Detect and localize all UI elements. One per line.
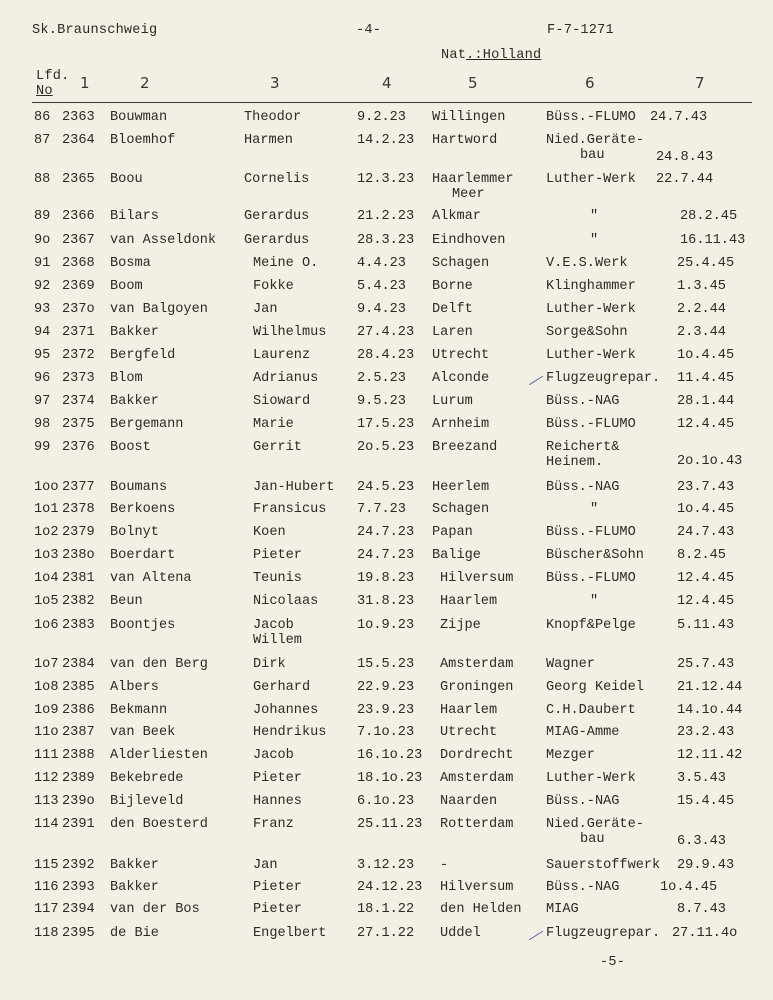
birthdate-cell: 21.2.23 (357, 209, 415, 224)
employer-cell: " (590, 502, 599, 517)
firstname-cell: Sioward (253, 394, 311, 409)
register-number-cell: 2393 (62, 880, 95, 895)
lfd-number-cell: 114 (34, 817, 59, 832)
date-cell: 28.1.44 (677, 394, 735, 409)
birthplace-cell: den Helden (440, 902, 522, 917)
register-number-cell: 2372 (62, 348, 95, 363)
employer-cell: " (590, 594, 599, 609)
date-cell: 2.3.44 (677, 325, 726, 340)
employer-cell: Büss.-FLUMO (546, 525, 636, 540)
birthplace-cell: Laren (432, 325, 473, 340)
surname-cell: Bloemhof (110, 133, 176, 148)
birthdate-cell: 7.7.23 (357, 502, 406, 517)
surname-cell: van Balgoyen (110, 302, 208, 317)
date-cell: 8.2.45 (677, 548, 726, 563)
employer-cell: Reichert& (546, 440, 620, 455)
employer-cell: Büss.-NAG (546, 794, 620, 809)
nationality-line (441, 48, 541, 64)
birthplace-cell: Utrecht (432, 348, 490, 363)
birthplace-cell: Borne (432, 279, 473, 294)
birthplace-cell: Uddel (440, 926, 481, 941)
firstname-cell: Fokke (253, 279, 294, 294)
birthplace-cell: Naarden (440, 794, 498, 809)
birthplace-cell: Hartword (432, 133, 498, 148)
birthplace-cell: Zijpe (440, 618, 481, 633)
firstname-cell: Theodor (244, 110, 302, 125)
employer-cell: Wagner (546, 657, 595, 672)
lfd-number-cell: 116 (34, 880, 59, 895)
birthdate-cell: 9.4.23 (357, 302, 406, 317)
surname-cell: Bosma (110, 256, 151, 271)
lfd-number-cell: 1o4 (34, 571, 59, 586)
date-cell: 21.12.44 (677, 680, 743, 695)
employer-cell: Büss.-FLUMO (546, 571, 636, 586)
firstname-cell: Laurenz (253, 348, 311, 363)
lfd-number-cell: 86 (34, 110, 51, 125)
birthdate-cell: 9.5.23 (357, 394, 406, 409)
register-number-cell: 2377 (62, 480, 95, 495)
column-number: 6 (585, 74, 595, 92)
lfd-number-cell: 91 (34, 256, 51, 271)
birthdate-cell: 24.7.23 (357, 525, 415, 540)
date-cell: 5.11.43 (677, 618, 735, 633)
lfd-number-cell: 118 (34, 926, 59, 941)
lfd-number-cell: 98 (34, 417, 51, 432)
register-number-cell: 2367 (62, 233, 95, 248)
surname-cell: Albers (110, 680, 159, 695)
employer-cell: Büss.-NAG (546, 394, 620, 409)
surname-cell: van Altena (110, 571, 192, 586)
employer-cell: " (590, 209, 599, 224)
column-number: 5 (468, 74, 478, 92)
firstname-cell: Marie (253, 417, 294, 432)
surname-cell: Bakker (110, 394, 159, 409)
birthdate-cell: 1o.9.23 (357, 618, 415, 633)
column-number: 3 (270, 74, 280, 92)
register-number-cell: 2391 (62, 817, 95, 832)
lfd-number-cell: 1o2 (34, 525, 59, 540)
lfd-number-cell: 96 (34, 371, 51, 386)
surname-cell: Bilars (110, 209, 159, 224)
lfd-number-cell: 92 (34, 279, 51, 294)
date-cell: 24.7.43 (650, 110, 708, 125)
birthdate-cell: 2.5.23 (357, 371, 406, 386)
surname-cell: Bakker (110, 880, 159, 895)
header-left: Sk.Braunschweig (32, 23, 158, 38)
birthplace-cell: Schagen (432, 502, 490, 517)
employer-cell: Mezger (546, 748, 595, 763)
firstname-cell: Jan-Hubert (253, 480, 335, 495)
firstname-cell: Wilhelmus (253, 325, 327, 340)
birthdate-cell: 27.1.22 (357, 926, 415, 941)
firstname-cell: Johannes (253, 703, 319, 718)
birthdate-cell: 5.4.23 (357, 279, 406, 294)
birthplace-cell: Amsterdam (440, 771, 514, 786)
firstname-cell: Teunis (253, 571, 302, 586)
firstname-cell: Koen (253, 525, 286, 540)
birthplace-cell: Delft (432, 302, 473, 317)
birthdate-cell: 3.12.23 (357, 858, 415, 873)
birthplace-cell: Amsterdam (440, 657, 514, 672)
birthplace-cell: Heerlem (432, 480, 490, 495)
birthdate-cell: 4.4.23 (357, 256, 406, 271)
employer-cell: Georg Keidel (546, 680, 644, 695)
header-page-number: -4- (356, 23, 382, 38)
birthdate-cell: 15.5.23 (357, 657, 415, 672)
firstname-cell: Hendrikus (253, 725, 327, 740)
birthdate-cell: 7.1o.23 (357, 725, 415, 740)
birthdate-cell: 14.2.23 (357, 133, 415, 148)
firstname-cell: Gerardus (244, 233, 310, 248)
surname-cell: van Beek (110, 725, 176, 740)
firstname-cell: Adrianus (253, 371, 319, 386)
register-number-cell: 2366 (62, 209, 95, 224)
register-number-cell: 2381 (62, 571, 95, 586)
lfd-label: Lfd. (36, 69, 70, 84)
surname-cell: Bolnyt (110, 525, 159, 540)
birthplace-cell: Hilversum (440, 880, 514, 895)
birthdate-cell: 31.8.23 (357, 594, 415, 609)
date-cell: 12.4.45 (677, 571, 735, 586)
employer-cell: Büss.-FLUMO (546, 110, 636, 125)
firstname-cell: Pieter (253, 771, 302, 786)
surname-cell: van den Berg (110, 657, 208, 672)
employer-cell: C.H.Daubert (546, 703, 636, 718)
surname-cell: Alderliesten (110, 748, 208, 763)
date-cell: 1.3.45 (677, 279, 726, 294)
header-reference: F-7-1271 (547, 23, 614, 38)
lfd-number-cell: 111 (34, 748, 59, 763)
surname-cell: Berkoens (110, 502, 176, 517)
surname-cell: Boumans (110, 480, 168, 495)
employer-cell: Büss.-FLUMO (546, 417, 636, 432)
firstname-continuation-cell: Willem (253, 633, 302, 648)
column-number: 1 (80, 74, 90, 92)
surname-cell: de Bie (110, 926, 159, 941)
birthdate-cell: 19.8.23 (357, 571, 415, 586)
firstname-cell: Gerhard (253, 680, 311, 695)
employer-cell: Büscher&Sohn (546, 548, 644, 563)
firstname-cell: Engelbert (253, 926, 327, 941)
surname-cell: den Boesterd (110, 817, 208, 832)
lfd-number-cell: 1o7 (34, 657, 59, 672)
employer-cell: MIAG (546, 902, 579, 917)
birthdate-cell: 2o.5.23 (357, 440, 415, 455)
pen-tick-mark (529, 376, 543, 385)
date-cell: 23.2.43 (677, 725, 735, 740)
employer-cell: Sauerstoffwerk (546, 858, 661, 873)
firstname-cell: Gerrit (253, 440, 302, 455)
date-cell: 24.8.43 (656, 150, 714, 165)
employer-cell: MIAG-Amme (546, 725, 620, 740)
lfd-number-cell: 1o1 (34, 502, 59, 517)
birthplace-cell: Utrecht (440, 725, 498, 740)
birthdate-cell: 24.5.23 (357, 480, 415, 495)
firstname-cell: Gerardus (244, 209, 310, 224)
date-cell: 22.7.44 (656, 172, 714, 187)
birthplace-cell: Groningen (440, 680, 514, 695)
register-number-cell: 2375 (62, 417, 95, 432)
birthplace-cell: Haarlemmer (432, 172, 514, 187)
employer-cell: Luther-Werk (546, 302, 636, 317)
date-cell: 14.1o.44 (677, 703, 743, 718)
surname-cell: Blom (110, 371, 143, 386)
birthplace-cell: Willingen (432, 110, 506, 125)
birthplace-cell: Hilversum (440, 571, 514, 586)
nationality-value: .:Holland (466, 48, 542, 63)
surname-cell: Bergfeld (110, 348, 176, 363)
birthplace-cell: Balige (432, 548, 481, 563)
birthplace-cell: Haarlem (440, 594, 498, 609)
register-number-cell: 2388 (62, 748, 95, 763)
birthdate-cell: 24.7.23 (357, 548, 415, 563)
employer-cell: Nied.Geräte- (546, 817, 644, 832)
lfd-number-cell: 93 (34, 302, 51, 317)
date-cell: 8.7.43 (677, 902, 726, 917)
employer-continuation-cell: Heinem. (546, 455, 604, 470)
employer-cell: Büss.-NAG (546, 880, 620, 895)
firstname-cell: Dirk (253, 657, 286, 672)
birthplace-continuation-cell: Meer (452, 187, 485, 202)
register-number-cell: 2392 (62, 858, 95, 873)
surname-cell: Beun (110, 594, 143, 609)
date-cell: 12.4.45 (677, 594, 735, 609)
lfd-number-cell: 94 (34, 325, 51, 340)
date-cell: 1o.4.45 (677, 348, 735, 363)
employer-cell: Büss.-NAG (546, 480, 620, 495)
nationality-prefix: Nat (441, 48, 467, 63)
surname-cell: Boost (110, 440, 151, 455)
lfd-number-cell: 1oo (34, 480, 59, 495)
date-cell: 25.7.43 (677, 657, 735, 672)
register-number-cell: 2363 (62, 110, 95, 125)
employer-cell: Flugzeugrepar. (546, 926, 661, 941)
register-number-cell: 2376 (62, 440, 95, 455)
birthdate-cell: 6.1o.23 (357, 794, 415, 809)
surname-cell: Bijleveld (110, 794, 184, 809)
date-cell: 27.11.4o (672, 926, 738, 941)
birthdate-cell: 9.2.23 (357, 110, 406, 125)
lfd-number-cell: 11o (34, 725, 59, 740)
date-cell: 12.4.45 (677, 417, 735, 432)
birthdate-cell: 24.12.23 (357, 880, 423, 895)
firstname-cell: Jan (253, 302, 278, 317)
surname-cell: Boom (110, 279, 143, 294)
employer-cell: Luther-Werk (546, 172, 636, 187)
employer-cell: " (590, 233, 599, 248)
birthplace-cell: Rotterdam (440, 817, 514, 832)
register-number-cell: 2394 (62, 902, 95, 917)
register-number-cell: 2374 (62, 394, 95, 409)
date-cell: 1o.4.45 (660, 880, 718, 895)
employer-cell: V.E.S.Werk (546, 256, 628, 271)
column-number: 4 (382, 74, 392, 92)
birthplace-cell: Alconde (432, 371, 490, 386)
register-number-cell: 2395 (62, 926, 95, 941)
surname-cell: Boontjes (110, 618, 176, 633)
birthdate-cell: 18.1.22 (357, 902, 415, 917)
lfd-number-cell: 97 (34, 394, 51, 409)
birthdate-cell: 16.1o.23 (357, 748, 423, 763)
employer-cell: Nied.Geräte- (546, 133, 644, 148)
firstname-cell: Hannes (253, 794, 302, 809)
register-number-cell: 2379 (62, 525, 95, 540)
birthplace-cell: Schagen (432, 256, 490, 271)
date-cell: 11.4.45 (677, 371, 735, 386)
surname-cell: Bergemann (110, 417, 184, 432)
lfd-number-cell: 95 (34, 348, 51, 363)
header-rule (32, 102, 752, 103)
lfd-number-cell: 1o8 (34, 680, 59, 695)
date-cell: 15.4.45 (677, 794, 735, 809)
birthdate-cell: 22.9.23 (357, 680, 415, 695)
date-cell: 2o.1o.43 (677, 454, 743, 469)
register-number-cell: 2387 (62, 725, 95, 740)
birthdate-cell: 12.3.23 (357, 172, 415, 187)
lfd-number-cell: 87 (34, 133, 51, 148)
surname-cell: Bekebrede (110, 771, 184, 786)
register-number-cell: 2384 (62, 657, 95, 672)
birthplace-cell: Breezand (432, 440, 498, 455)
date-cell: 12.11.42 (677, 748, 743, 763)
surname-cell: Bouwman (110, 110, 168, 125)
firstname-cell: Pieter (253, 902, 302, 917)
date-cell: 1o.4.45 (677, 502, 735, 517)
date-cell: 2.2.44 (677, 302, 726, 317)
column-number: 2 (140, 74, 150, 92)
date-cell: 16.11.43 (680, 233, 746, 248)
employer-cell: Sorge&Sohn (546, 325, 628, 340)
firstname-cell: Fransicus (253, 502, 327, 517)
firstname-cell: Franz (253, 817, 294, 832)
birthplace-cell: Papan (432, 525, 473, 540)
date-cell: 6.3.43 (677, 834, 726, 849)
surname-cell: Boou (110, 172, 143, 187)
birthplace-cell: - (440, 858, 449, 873)
register-number-cell: 2368 (62, 256, 95, 271)
register-number-cell: 2365 (62, 172, 95, 187)
employer-cell: Klinghammer (546, 279, 636, 294)
lfd-number-cell: 117 (34, 902, 59, 917)
surname-cell: Bakker (110, 325, 159, 340)
firstname-cell: Harmen (244, 133, 293, 148)
birthdate-cell: 18.1o.23 (357, 771, 423, 786)
lfd-number-cell: 88 (34, 172, 51, 187)
register-number-cell: 237o (62, 302, 95, 317)
lfd-number-cell: 1o3 (34, 548, 59, 563)
register-number-cell: 238o (62, 548, 95, 563)
date-cell: 28.2.45 (680, 209, 738, 224)
firstname-cell: Jan (253, 858, 278, 873)
birthplace-cell: Arnheim (432, 417, 490, 432)
register-number-cell: 2378 (62, 502, 95, 517)
birthplace-cell: Alkmar (432, 209, 481, 224)
register-number-cell: 2369 (62, 279, 95, 294)
surname-cell: van der Bos (110, 902, 200, 917)
lfd-number-cell: 1o9 (34, 703, 59, 718)
date-cell: 24.7.43 (677, 525, 735, 540)
firstname-cell: Nicolaas (253, 594, 319, 609)
surname-cell: Bekmann (110, 703, 168, 718)
birthplace-cell: Eindhoven (432, 233, 506, 248)
date-cell: 25.4.45 (677, 256, 735, 271)
birthdate-cell: 27.4.23 (357, 325, 415, 340)
employer-cell: Flugzeugrepar. (546, 371, 661, 386)
lfd-number-cell: 9o (34, 233, 51, 248)
surname-cell: van Asseldonk (110, 233, 217, 248)
date-cell: 23.7.43 (677, 480, 735, 495)
birthdate-cell: 28.4.23 (357, 348, 415, 363)
lfd-number-cell: 99 (34, 440, 51, 455)
date-cell: 29.9.43 (677, 858, 735, 873)
firstname-cell: Jacob (253, 748, 294, 763)
register-number-cell: 2385 (62, 680, 95, 695)
employer-continuation-cell: bau (580, 148, 605, 163)
birthplace-cell: Dordrecht (440, 748, 514, 763)
register-number-cell: 2373 (62, 371, 95, 386)
register-number-cell: 2386 (62, 703, 95, 718)
lfd-number-cell: 115 (34, 858, 59, 873)
employer-continuation-cell: bau (580, 832, 605, 847)
birthplace-cell: Haarlem (440, 703, 498, 718)
firstname-cell: Jacob (253, 618, 294, 633)
firstname-cell: Meine O. (253, 256, 319, 271)
firstname-cell: Pieter (253, 880, 302, 895)
register-number-cell: 2382 (62, 594, 95, 609)
lfd-number-cell: 112 (34, 771, 59, 786)
employer-cell: Luther-Werk (546, 771, 636, 786)
birthdate-cell: 28.3.23 (357, 233, 415, 248)
firstname-cell: Cornelis (244, 172, 310, 187)
birthplace-cell: Lurum (432, 394, 473, 409)
surname-cell: Boerdart (110, 548, 176, 563)
surname-cell: Bakker (110, 858, 159, 873)
register-number-cell: 2371 (62, 325, 95, 340)
firstname-cell: Pieter (253, 548, 302, 563)
lfd-number-cell: 89 (34, 209, 51, 224)
register-number-cell: 2383 (62, 618, 95, 633)
employer-cell: Knopf&Pelge (546, 618, 636, 633)
register-number-cell: 239o (62, 794, 95, 809)
date-cell: 3.5.43 (677, 771, 726, 786)
register-number-cell: 2364 (62, 133, 95, 148)
birthdate-cell: 25.11.23 (357, 817, 423, 832)
lfd-number-cell: 1o5 (34, 594, 59, 609)
pen-tick-mark (529, 931, 543, 940)
column-number: 7 (695, 74, 705, 92)
birthdate-cell: 17.5.23 (357, 417, 415, 432)
employer-cell: Luther-Werk (546, 348, 636, 363)
register-number-cell: 2389 (62, 771, 95, 786)
footer-page-number: -5- (600, 955, 626, 970)
lfd-number-cell: 1o6 (34, 618, 59, 633)
lfd-number-cell: 113 (34, 794, 59, 809)
no-label: No (36, 84, 53, 99)
birthdate-cell: 23.9.23 (357, 703, 415, 718)
